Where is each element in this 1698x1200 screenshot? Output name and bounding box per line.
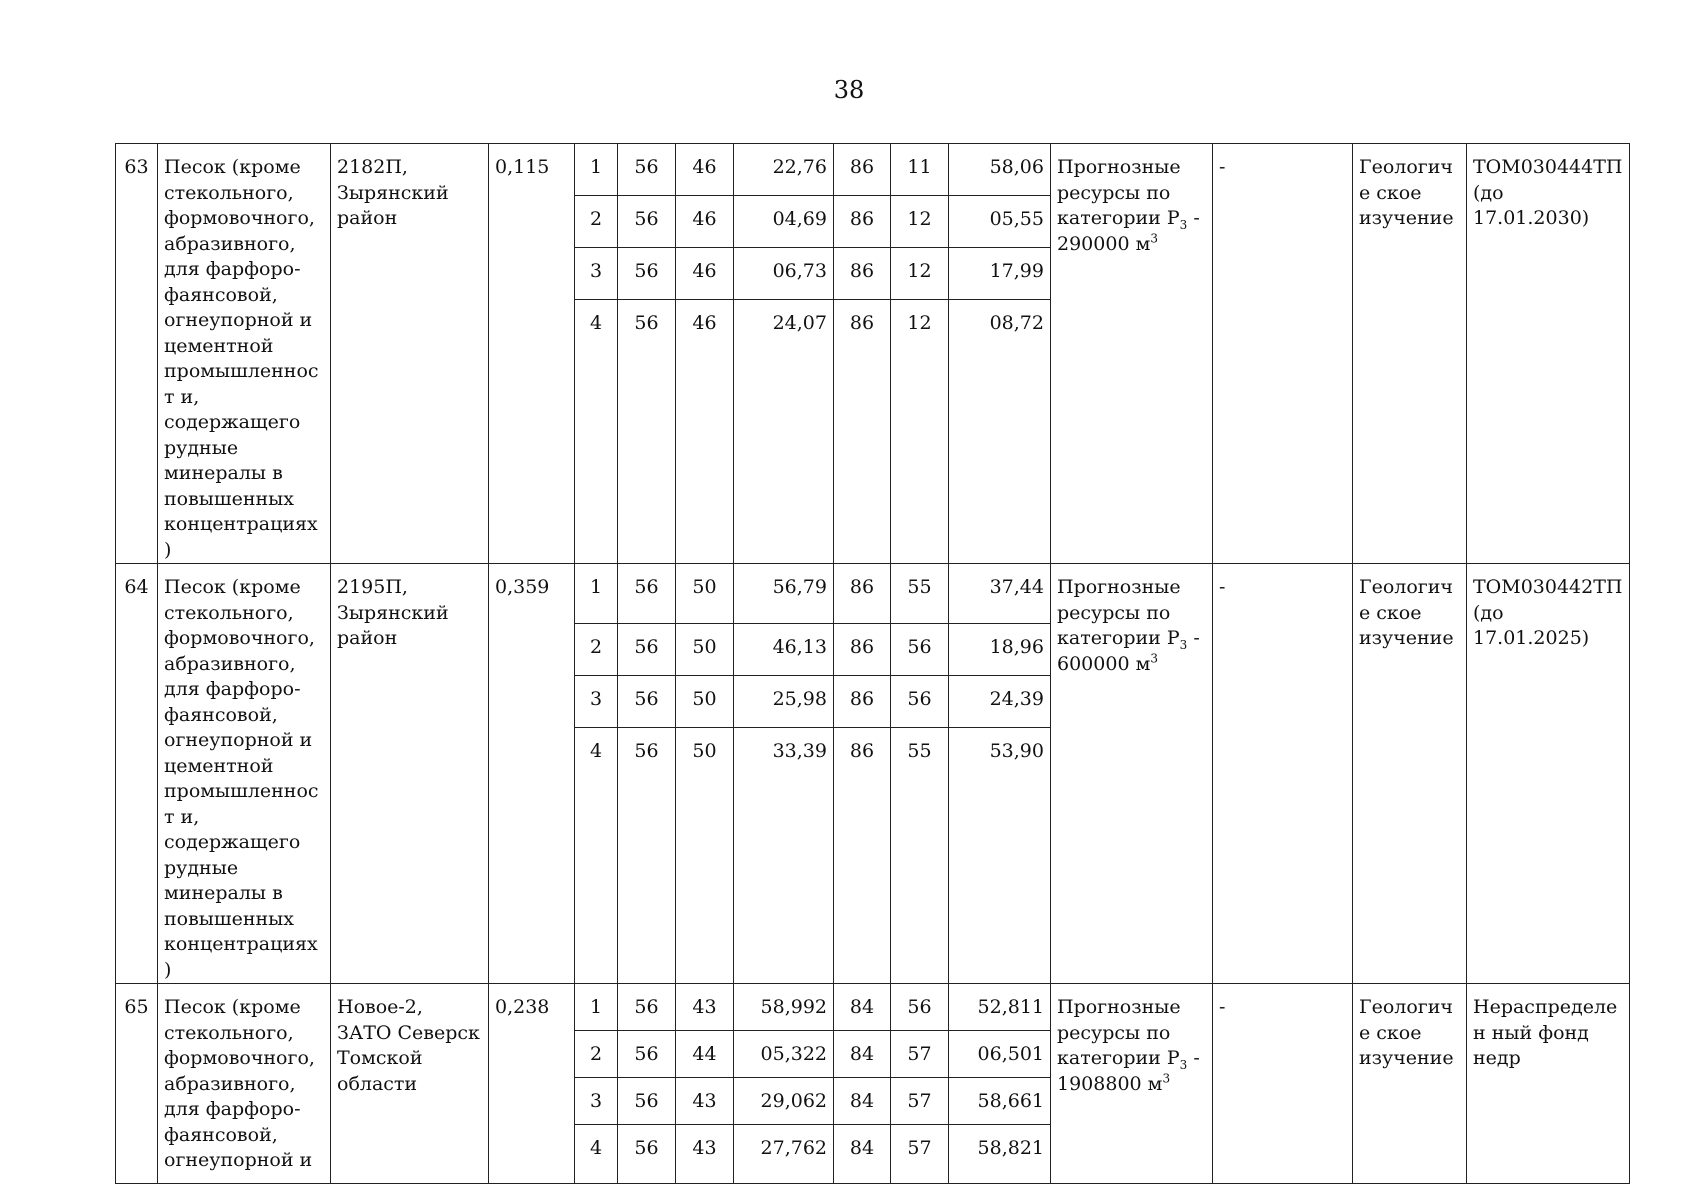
lat-minutes: 46 [676,144,734,196]
lat-minutes: 46 [676,196,734,248]
lat-seconds: 27,762 [734,1125,834,1184]
resources-value: - 290000 м [1057,207,1200,255]
lon-degrees: 84 [834,1125,891,1184]
lat-seconds: 04,69 [734,196,834,248]
table-row [116,564,1630,624]
lat-degrees: 56 [618,1031,676,1078]
resources [1051,984,1213,1184]
mineral-type: Песок (кроме стекольного, формовочного, абразивного, для фарфоро-фаянсовой, огнеупорной и цементной промышленност и, содержащего рудные минералы в повышенных концентрациях) [158,144,331,564]
license: ТОМ030442ТП (до 17.01.2025) [1467,564,1630,984]
resources-prefix: Прогнозные ресурсы по категории Р [1057,996,1181,1069]
lat-minutes: 46 [676,248,734,300]
lat-seconds: 58,992 [734,984,834,1031]
lat-minutes: 50 [676,727,734,983]
lon-minutes: 12 [891,196,949,248]
point-number: 3 [575,675,618,727]
lat-seconds: 22,76 [734,144,834,196]
point-number: 1 [575,144,618,196]
purpose: Геологиче ское изучение [1353,144,1467,564]
lon-degrees: 86 [834,300,891,564]
lat-seconds: 29,062 [734,1078,834,1125]
lat-degrees: 56 [618,675,676,727]
location: Новое-2, ЗАТО Северск Томской области [331,984,489,1184]
point-number: 1 [575,564,618,624]
row-number: 65 [116,984,158,1184]
resources-value: - 600000 м [1057,627,1200,675]
lat-seconds: 56,79 [734,564,834,624]
lon-minutes: 57 [891,1078,949,1125]
lon-minutes: 55 [891,727,949,983]
lat-degrees: 56 [618,623,676,675]
lat-degrees: 56 [618,1125,676,1184]
lat-minutes: 44 [676,1031,734,1078]
table-row [116,984,1630,1031]
lon-minutes: 12 [891,248,949,300]
lon-degrees: 86 [834,727,891,983]
resources-prefix: Прогнозные ресурсы по категории Р [1057,576,1181,649]
lon-minutes: 56 [891,984,949,1031]
dash-cell: - [1213,144,1353,564]
area: 0,238 [489,984,575,1184]
resources-value: - 1908800 м [1057,1047,1200,1095]
lon-degrees: 84 [834,984,891,1031]
lon-seconds: 58,821 [949,1125,1051,1184]
lat-seconds: 46,13 [734,623,834,675]
license: Нераспределен ный фонд недр [1467,984,1630,1184]
lat-seconds: 06,73 [734,248,834,300]
point-number: 2 [575,196,618,248]
lon-degrees: 86 [834,144,891,196]
lon-minutes: 55 [891,564,949,624]
mineral-type: Песок (кроме стекольного, формовочного, абразивного, для фарфоро-фаянсовой, огнеупорной и [158,984,331,1184]
lat-minutes: 43 [676,1078,734,1125]
row-number: 64 [116,564,158,984]
area: 0,115 [489,144,575,564]
point-number: 4 [575,300,618,564]
lat-minutes: 43 [676,984,734,1031]
point-number: 2 [575,623,618,675]
lon-degrees: 86 [834,196,891,248]
resources-unit-power: 3 [1150,231,1158,246]
lon-seconds: 17,99 [949,248,1051,300]
area: 0,359 [489,564,575,984]
lat-minutes: 50 [676,623,734,675]
lat-seconds: 25,98 [734,675,834,727]
mineral-type: Песок (кроме стекольного, формовочного, абразивного, для фарфоро-фаянсовой, огнеупорной и цементной промышленност и, содержащего рудные минералы в повышенных концентрациях) [158,564,331,984]
lon-seconds: 52,811 [949,984,1051,1031]
lon-degrees: 84 [834,1078,891,1125]
lon-seconds: 37,44 [949,564,1051,624]
resources [1051,144,1213,564]
dash-cell: - [1213,564,1353,984]
table-row [116,144,1630,196]
lon-degrees: 86 [834,248,891,300]
lon-degrees: 84 [834,1031,891,1078]
lat-degrees: 56 [618,727,676,983]
lon-degrees: 86 [834,623,891,675]
lat-degrees: 56 [618,1078,676,1125]
lon-degrees: 86 [834,564,891,624]
lon-seconds: 06,501 [949,1031,1051,1078]
license: ТОМ030444ТП (до 17.01.2030) [1467,144,1630,564]
point-number: 2 [575,1031,618,1078]
point-number: 3 [575,248,618,300]
resources-unit-power: 3 [1162,1071,1171,1086]
point-number: 1 [575,984,618,1031]
point-number: 3 [575,1078,618,1125]
lat-degrees: 56 [618,984,676,1031]
resources-prefix: Прогнозные ресурсы по категории Р [1057,156,1181,229]
lat-minutes: 50 [676,675,734,727]
location: 2195П, Зырянский район [331,564,489,984]
lon-minutes: 57 [891,1031,949,1078]
lon-seconds: 24,39 [949,675,1051,727]
point-number: 4 [575,1125,618,1184]
resources-category-index: 3 [1179,217,1188,232]
lon-minutes: 57 [891,1125,949,1184]
location: 2182П, Зырянский район [331,144,489,564]
lon-seconds: 08,72 [949,300,1051,564]
lat-seconds: 24,07 [734,300,834,564]
lat-minutes: 43 [676,1125,734,1184]
lon-degrees: 86 [834,675,891,727]
lon-seconds: 18,96 [949,623,1051,675]
lat-degrees: 56 [618,196,676,248]
purpose: Геологиче ское изучение [1353,564,1467,984]
lon-seconds: 58,06 [949,144,1051,196]
lon-seconds: 53,90 [949,727,1051,983]
lat-minutes: 46 [676,300,734,564]
row-number: 63 [116,144,158,564]
page-number: 38 [833,76,865,104]
resources-category-index: 3 [1179,637,1188,652]
lon-minutes: 12 [891,300,949,564]
point-number: 4 [575,727,618,983]
resources-category-index: 3 [1179,1057,1188,1072]
lat-seconds: 33,39 [734,727,834,983]
lon-minutes: 56 [891,675,949,727]
dash-cell: - [1213,984,1353,1184]
lat-seconds: 05,322 [734,1031,834,1078]
lon-minutes: 56 [891,623,949,675]
lat-degrees: 56 [618,564,676,624]
lon-minutes: 11 [891,144,949,196]
subsoil-registry-table [115,143,1630,1184]
lon-seconds: 58,661 [949,1078,1051,1125]
resources-unit-power: 3 [1150,651,1158,666]
lon-seconds: 05,55 [949,196,1051,248]
lat-minutes: 50 [676,564,734,624]
lat-degrees: 56 [618,248,676,300]
purpose: Геологиче ское изучение [1353,984,1467,1184]
resources [1051,564,1213,984]
lat-degrees: 56 [618,300,676,564]
lat-degrees: 56 [618,144,676,196]
